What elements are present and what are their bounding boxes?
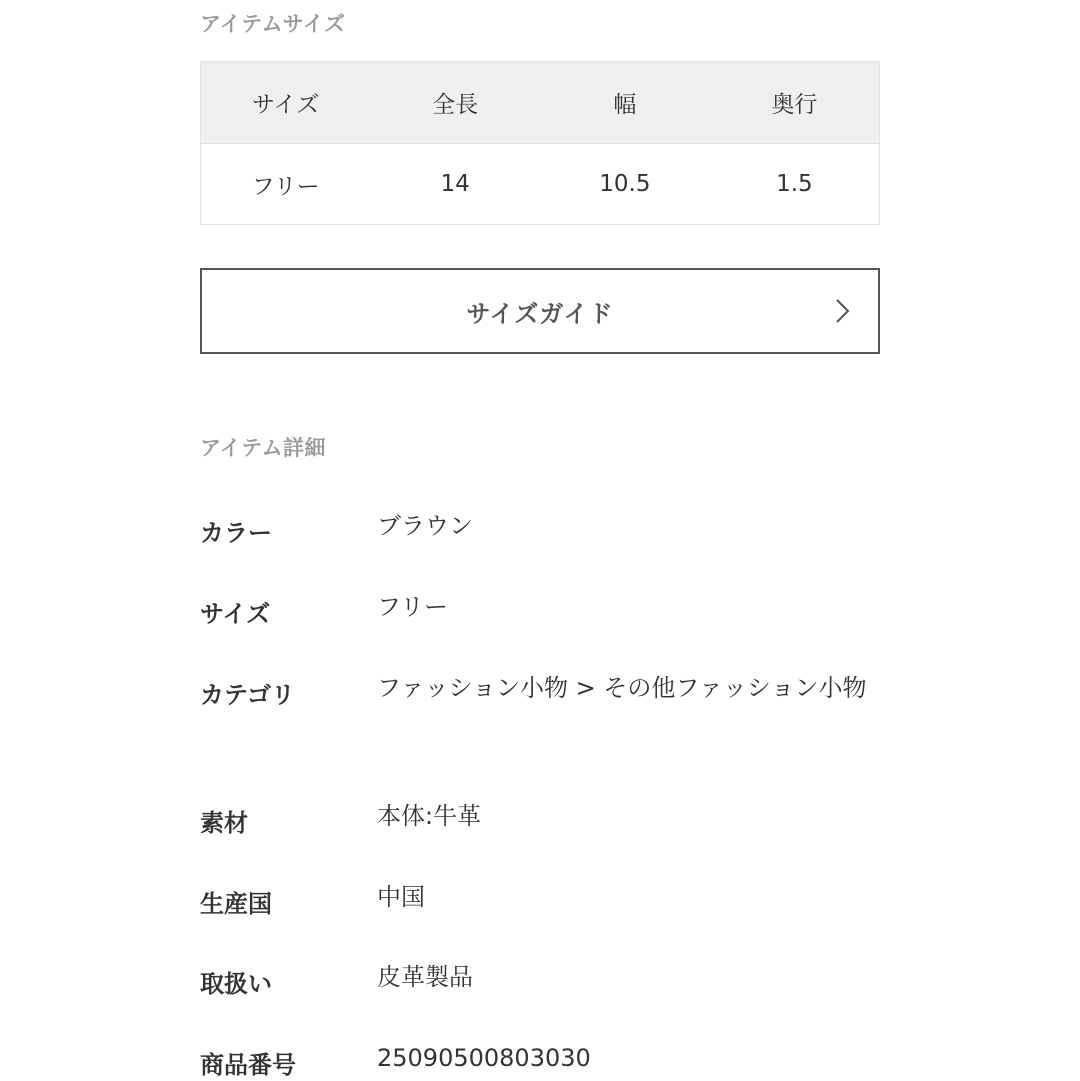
detail-label: 生産国 bbox=[200, 890, 272, 918]
chevron-right-icon bbox=[832, 297, 852, 325]
size-table-header-row bbox=[201, 62, 880, 144]
item-details-heading: アイテム詳細 bbox=[200, 436, 327, 460]
detail-value-category-link[interactable]: ファッション小物 > その他ファッション小物 bbox=[377, 674, 867, 702]
detail-value: 皮革製品 bbox=[377, 963, 473, 991]
size-table-cell: 14 bbox=[370, 144, 540, 225]
size-table-cell: フリー bbox=[201, 144, 371, 225]
size-table bbox=[200, 61, 880, 225]
size-guide-button[interactable] bbox=[200, 268, 880, 354]
size-table-header: 幅 bbox=[540, 62, 710, 144]
size-guide-label: サイズガイド bbox=[466, 299, 614, 328]
size-table-cell: 1.5 bbox=[710, 144, 880, 225]
detail-label: サイズ bbox=[200, 600, 271, 628]
detail-value: ブラウン bbox=[377, 512, 473, 540]
detail-value: フリー bbox=[377, 593, 449, 621]
size-table-cell: 10.5 bbox=[540, 144, 710, 225]
detail-label: 取扱い bbox=[200, 970, 272, 998]
detail-value: 25090500803030 bbox=[377, 1044, 591, 1072]
size-table-header: 全長 bbox=[370, 62, 540, 144]
detail-label: 商品番号 bbox=[200, 1051, 296, 1079]
item-size-heading: アイテムサイズ bbox=[200, 12, 346, 36]
detail-value: 本体:牛革 bbox=[377, 802, 482, 830]
detail-value: 中国 bbox=[377, 883, 425, 911]
size-table-header: 奥行 bbox=[710, 62, 880, 144]
size-table-header: サイズ bbox=[201, 62, 371, 144]
detail-label: カテゴリ bbox=[200, 681, 296, 709]
detail-label: 素材 bbox=[200, 809, 248, 837]
detail-label: カラー bbox=[200, 519, 272, 547]
table-row bbox=[201, 144, 880, 225]
